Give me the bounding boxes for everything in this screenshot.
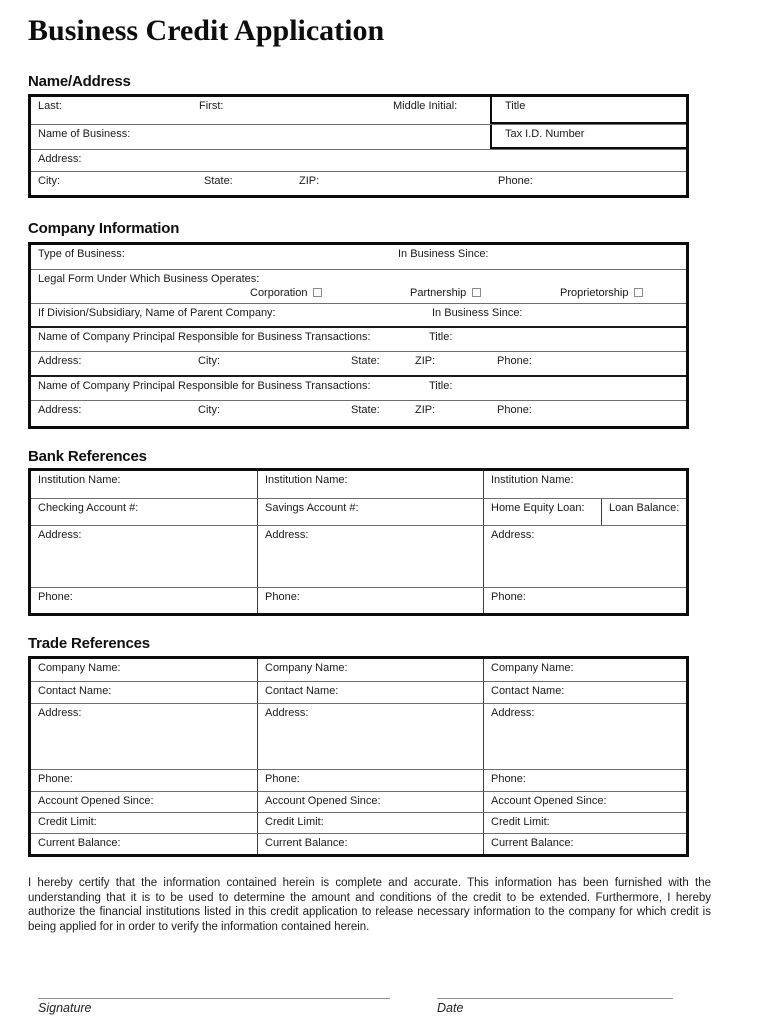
principal-label-1: Name of Company Principal Responsible for Business Transactions: xyxy=(38,331,371,343)
principal-city-label-1: City: xyxy=(198,355,220,367)
business-name-row[interactable] xyxy=(31,124,686,149)
trade2-company-name-label: Company Name: xyxy=(265,662,348,674)
legal-form-label: Legal Form Under Which Business Operates: xyxy=(38,273,260,285)
signature-gap xyxy=(390,998,437,1015)
division-subsidiary-row[interactable] xyxy=(31,303,686,326)
bank2-savings-account-label: Savings Account #: xyxy=(265,502,359,514)
date-line[interactable] xyxy=(437,998,673,999)
bank-account-row xyxy=(31,498,686,525)
city-state-zip-phone-row[interactable] xyxy=(31,171,686,195)
trade2-contact-name-field[interactable] xyxy=(257,682,483,703)
principal-phone-label-2: Phone: xyxy=(497,404,532,416)
corporation-label: Corporation xyxy=(250,287,308,299)
company-information-table xyxy=(28,242,689,429)
tax-id-number-label: Tax I.D. Number xyxy=(505,128,585,140)
bank1-checking-account-label: Checking Account #: xyxy=(38,502,139,514)
trade1-phone-field[interactable] xyxy=(31,770,257,791)
principal-label-2: Name of Company Principal Responsible for Business Transactions: xyxy=(38,380,371,392)
corporation-option xyxy=(250,287,322,299)
trade3-contact-name-label: Contact Name: xyxy=(491,685,565,697)
signature-area xyxy=(38,998,390,1015)
bank3-loan-balance-label: Loan Balance: xyxy=(609,502,680,514)
bank2-address-label: Address: xyxy=(265,529,309,541)
bank3-loan-cell xyxy=(483,499,686,525)
bank-references-table xyxy=(28,468,689,616)
bank3-institution-label: Institution Name: xyxy=(491,474,574,486)
first-name-label: First: xyxy=(199,100,224,112)
trade2-phone-label: Phone: xyxy=(265,773,300,785)
name-address-table xyxy=(28,94,689,198)
bank3-phone-field[interactable] xyxy=(483,588,686,613)
in-business-since-label: In Business Since: xyxy=(398,248,489,260)
partnership-label: Partnership xyxy=(410,287,467,299)
trade1-account-opened-label: Account Opened Since: xyxy=(38,795,154,807)
in-business-since-label-2: In Business Since: xyxy=(432,307,523,319)
trade-current-balance-row xyxy=(31,833,686,854)
page-title: Business Credit Application xyxy=(28,14,385,47)
bank3-address-label: Address: xyxy=(491,529,535,541)
trade3-address-label: Address: xyxy=(491,707,535,719)
phone-label: Phone: xyxy=(498,175,533,187)
trade2-contact-name-label: Contact Name: xyxy=(265,685,339,697)
name-row[interactable] xyxy=(31,97,686,124)
principal-city-label-2: City: xyxy=(198,404,220,416)
state-label: State: xyxy=(204,175,233,187)
trade-credit-limit-row xyxy=(31,812,686,833)
date-label: Date xyxy=(437,1001,464,1015)
signature-line[interactable] xyxy=(38,998,390,999)
section-heading-name-address: Name/Address xyxy=(28,73,131,90)
proprietorship-checkbox[interactable] xyxy=(634,288,643,297)
principal-address-label-1: Address: xyxy=(38,355,82,367)
principal-state-label-2: State: xyxy=(351,404,380,416)
trade1-current-balance-field[interactable] xyxy=(31,834,257,854)
trade3-credit-limit-label: Credit Limit: xyxy=(491,816,550,828)
bank2-phone-field[interactable] xyxy=(257,588,483,613)
bank-institution-row xyxy=(31,471,686,498)
bank3-loan-balance-field[interactable] xyxy=(601,499,686,525)
trade-address-row xyxy=(31,703,686,769)
trade3-current-balance-label: Current Balance: xyxy=(491,837,574,849)
bank1-checking-account-field[interactable] xyxy=(31,499,257,525)
trade3-account-opened-field[interactable] xyxy=(483,792,686,812)
bank3-home-equity-loan-field[interactable] xyxy=(484,499,601,525)
city-label: City: xyxy=(38,175,60,187)
principal-state-label-1: State: xyxy=(351,355,380,367)
trade1-company-name-field[interactable] xyxy=(31,659,257,681)
partnership-option xyxy=(410,287,481,299)
bank3-home-equity-loan-label: Home Equity Loan: xyxy=(491,502,585,514)
principal-zip-label-1: ZIP: xyxy=(415,355,436,367)
name-of-business-label: Name of Business: xyxy=(38,128,131,140)
bank1-institution-field[interactable] xyxy=(31,471,257,498)
principal-row-2[interactable] xyxy=(31,375,686,400)
partnership-checkbox[interactable] xyxy=(472,288,481,297)
trade3-phone-field[interactable] xyxy=(483,770,686,791)
trade2-company-name-field[interactable] xyxy=(257,659,483,681)
title-field[interactable] xyxy=(490,97,686,124)
trade1-address-field[interactable] xyxy=(31,704,257,769)
trade2-account-opened-label: Account Opened Since: xyxy=(265,795,381,807)
bank1-phone-label: Phone: xyxy=(38,591,73,603)
section-heading-bank-references: Bank References xyxy=(28,448,147,465)
trade-contact-name-row xyxy=(31,681,686,703)
bank2-savings-account-field[interactable] xyxy=(257,499,483,525)
trade2-phone-field[interactable] xyxy=(257,770,483,791)
trade2-account-opened-field[interactable] xyxy=(257,792,483,812)
bank1-address-label: Address: xyxy=(38,529,82,541)
bank2-phone-label: Phone: xyxy=(265,591,300,603)
section-heading-trade-references: Trade References xyxy=(28,635,150,652)
bank1-institution-label: Institution Name: xyxy=(38,474,121,486)
middle-initial-label: Middle Initial: xyxy=(393,100,458,112)
trade3-contact-name-field[interactable] xyxy=(483,682,686,703)
trade2-address-label: Address: xyxy=(265,707,309,719)
section-heading-company-information: Company Information xyxy=(28,220,180,237)
type-of-business-label: Type of Business: xyxy=(38,248,125,260)
certification-statement: I hereby certify that the information contained herein is complete and accurate. This information has been furnished with the understanding that it is to be used to determine the amount and conditions of the credit to be extended. Furthermore, I hereby authorize the financial institutions listed in this credit application to release necessary information to the company for which credit is being applied for in order to verify the information contained herein. xyxy=(28,877,711,933)
principal-title-label-2: Title: xyxy=(429,380,453,392)
legal-form-row[interactable] xyxy=(31,269,686,303)
tax-id-field[interactable] xyxy=(490,125,686,149)
trade3-account-opened-label: Account Opened Since: xyxy=(491,795,607,807)
proprietorship-label: Proprietorship xyxy=(560,287,629,299)
bank1-address-field[interactable] xyxy=(31,526,257,587)
trade3-company-name-field[interactable] xyxy=(483,659,686,681)
bank2-address-field[interactable] xyxy=(257,526,483,587)
trade-phone-row xyxy=(31,769,686,791)
trade1-current-balance-label: Current Balance: xyxy=(38,837,121,849)
principal-address-label-2: Address: xyxy=(38,404,82,416)
bank3-phone-label: Phone: xyxy=(491,591,526,603)
date-area xyxy=(437,998,673,1015)
trade1-contact-name-field[interactable] xyxy=(31,682,257,703)
principal-title-label-1: Title: xyxy=(429,331,453,343)
bank1-phone-field[interactable] xyxy=(31,588,257,613)
title-label: Title xyxy=(505,100,526,112)
bank3-address-field[interactable] xyxy=(483,526,686,587)
zip-label: ZIP: xyxy=(299,175,320,187)
type-of-business-row[interactable] xyxy=(31,245,686,269)
bank3-institution-field[interactable] xyxy=(483,471,686,498)
trade1-phone-label: Phone: xyxy=(38,773,73,785)
signature-label: Signature xyxy=(38,1001,92,1015)
principal-address-row-2[interactable] xyxy=(31,400,686,426)
trade1-credit-limit-field[interactable] xyxy=(31,813,257,833)
trade2-address-field[interactable] xyxy=(257,704,483,769)
proprietorship-option xyxy=(560,287,643,299)
bank-address-row xyxy=(31,525,686,587)
trade3-phone-label: Phone: xyxy=(491,773,526,785)
principal-zip-label-2: ZIP: xyxy=(415,404,436,416)
trade3-current-balance-field[interactable] xyxy=(483,834,686,854)
trade1-account-opened-field[interactable] xyxy=(31,792,257,812)
trade1-credit-limit-label: Credit Limit: xyxy=(38,816,97,828)
trade-references-table xyxy=(28,656,689,857)
trade1-contact-name-label: Contact Name: xyxy=(38,685,112,697)
trade2-current-balance-field[interactable] xyxy=(257,834,483,854)
principal-row-1[interactable] xyxy=(31,326,686,351)
principal-phone-label-1: Phone: xyxy=(497,355,532,367)
trade3-company-name-label: Company Name: xyxy=(491,662,574,674)
address-row[interactable] xyxy=(31,149,686,171)
trade1-company-name-label: Company Name: xyxy=(38,662,121,674)
last-name-label: Last: xyxy=(38,100,62,112)
address-label: Address: xyxy=(38,153,82,165)
trade2-credit-limit-label: Credit Limit: xyxy=(265,816,324,828)
bank2-institution-field[interactable] xyxy=(257,471,483,498)
trade2-current-balance-label: Current Balance: xyxy=(265,837,348,849)
parent-company-label: If Division/Subsidiary, Name of Parent Company: xyxy=(38,307,276,319)
corporation-checkbox[interactable] xyxy=(313,288,322,297)
signature-block xyxy=(38,998,723,1015)
principal-address-row-1[interactable] xyxy=(31,351,686,375)
bank2-institution-label: Institution Name: xyxy=(265,474,348,486)
trade2-credit-limit-field[interactable] xyxy=(257,813,483,833)
trade-company-name-row xyxy=(31,659,686,681)
trade3-address-field[interactable] xyxy=(483,704,686,769)
trade-account-opened-row xyxy=(31,791,686,812)
trade1-address-label: Address: xyxy=(38,707,82,719)
trade3-credit-limit-field[interactable] xyxy=(483,813,686,833)
bank-phone-row xyxy=(31,587,686,613)
